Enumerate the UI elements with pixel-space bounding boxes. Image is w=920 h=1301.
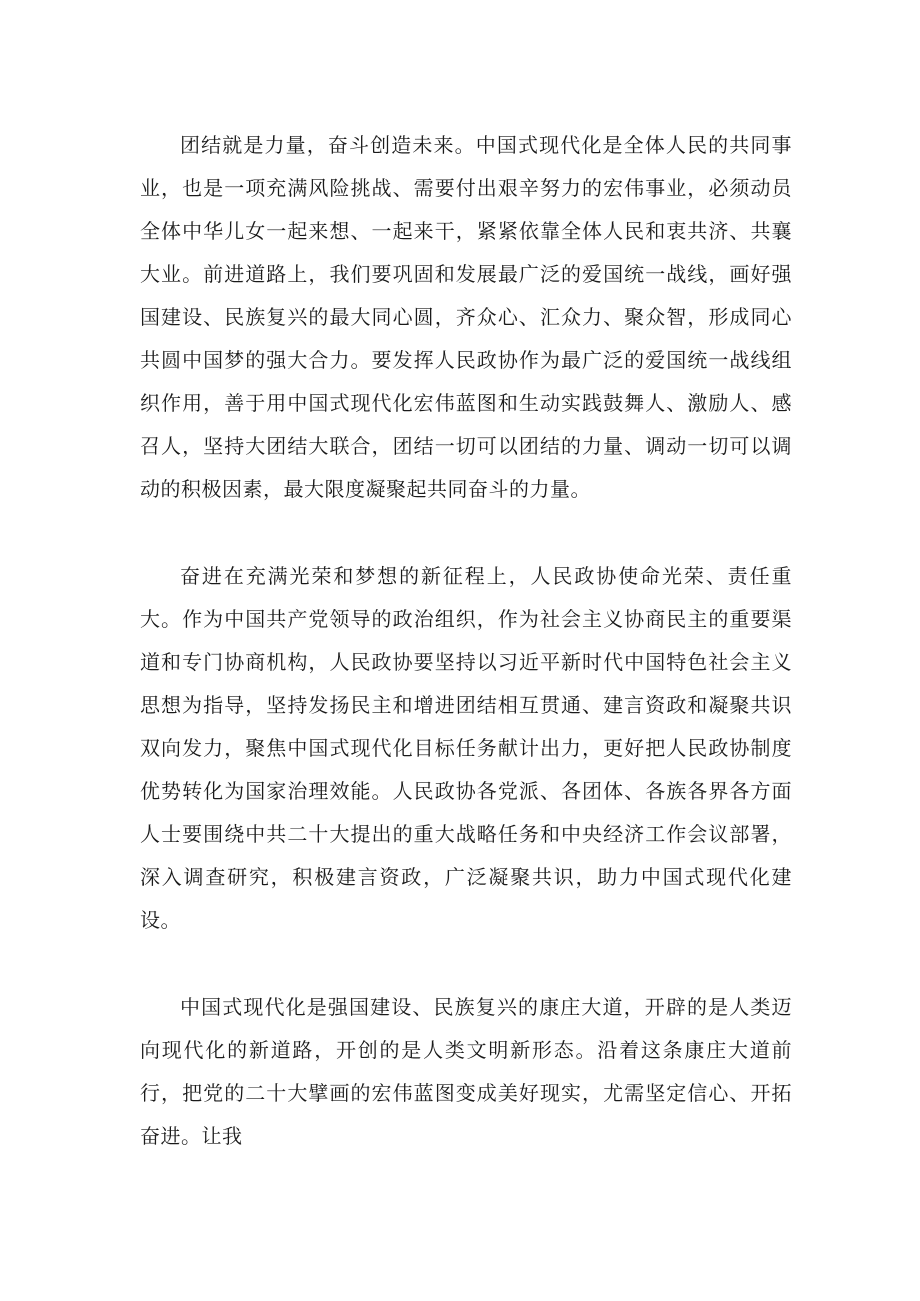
paragraph-1: 团结就是力量，奋斗创造未来。中国式现代化是全体人民的共同事业，也是一项充满风险挑战、需要付出艰辛努力的宏伟事业，必须动员全体中华儿女一起来想、一起来干，紧紧依靠全体人民和衷共济、共襄大业。前进道路上，我们要巩固和发展最广泛的爱国统一战线，画好强国建设、民族复兴的最大同心圆，齐众心、汇众力、聚众智，形成同心共圆中国梦的强大合力。要发挥人民政协作为最广泛的爱国统一战线组织作用，善于用中国式现代化宏伟蓝图和生动实践鼓舞人、激励人、感召人，坚持大团结大联合，团结一切可以团结的力量、调动一切可以调动的积极因素，最大限度凝聚起共同奋斗的力量。 [140, 133, 792, 501]
paragraph-3: 中国式现代化是强国建设、民族复兴的康庄大道，开辟的是人类迈向现代化的新道路，开创的是人类文明新形态。沿着这条康庄大道前行，把党的二十大擘画的宏伟蓝图变成美好现实，尤需坚定信心、开拓奋进。让我 [140, 995, 792, 1148]
document-page [140, 124, 792, 1202]
paragraph-2: 奋进在充满光荣和梦想的新征程上，人民政协使命光荣、责任重大。作为中国共产党领导的政治组织，作为社会主义协商民主的重要渠道和专门协商机构，人民政协要坚持以习近平新时代中国特色社会主义思想为指导，坚持发扬民主和增进团结相互贯通、建言资政和凝聚共识双向发力，聚焦中国式现代化目标任务献计出力，更好把人民政协制度优势转化为国家治理效能。人民政协各党派、各团体、各族各界各方面人士要围绕中共二十大提出的重大战略任务和中央经济工作会议部署，深入调查研究，积极建言资政，广泛凝聚共识，助力中国式现代化建设。 [140, 564, 792, 932]
